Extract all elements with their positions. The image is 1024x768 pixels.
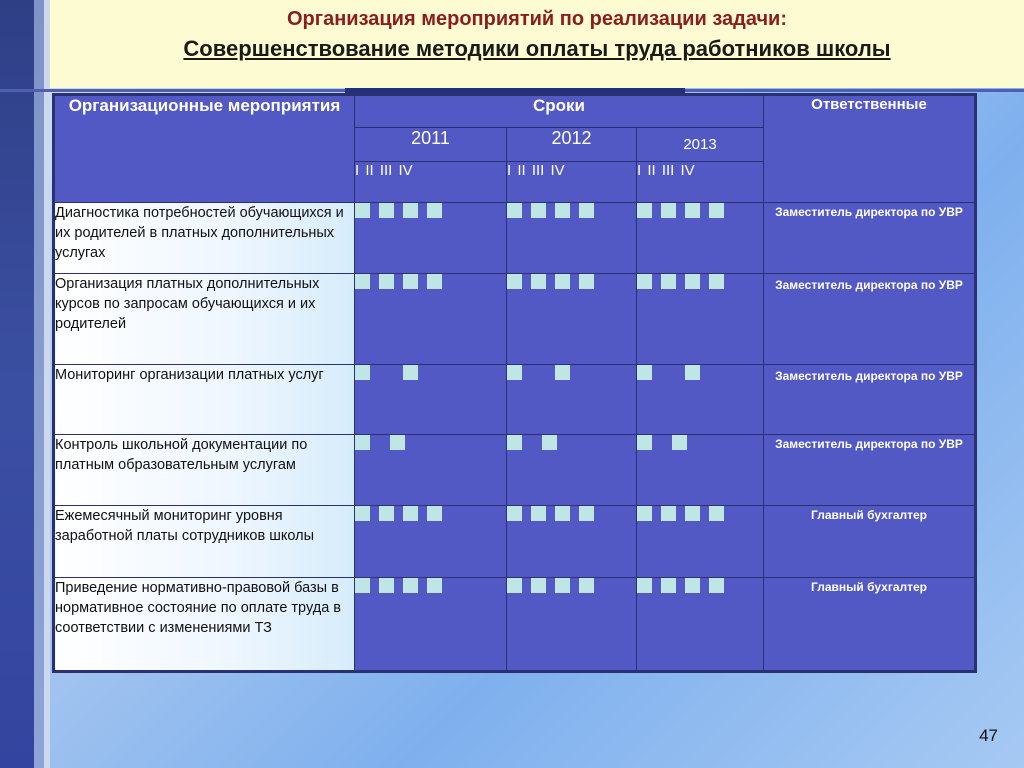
quarter-marker bbox=[355, 203, 370, 218]
quarter-marker bbox=[355, 506, 370, 521]
header-terms: Сроки bbox=[355, 96, 764, 128]
quarter-marker bbox=[555, 203, 570, 218]
table-row bbox=[55, 365, 975, 435]
quarter-marker bbox=[661, 203, 676, 218]
activity-cell: Приведение нормативно-правовой базы в нормативное состояние по оплате труда в соответствии с изменениями ТЗ bbox=[55, 578, 355, 671]
quarter-marker bbox=[709, 578, 724, 593]
quarter-marker bbox=[507, 578, 522, 593]
quarter-marker bbox=[637, 435, 652, 450]
schedule-2012 bbox=[507, 578, 637, 671]
schedule-2013 bbox=[637, 365, 764, 435]
responsible-cell: Главный бухгалтер bbox=[764, 578, 975, 671]
slide-title: Организация мероприятий по реализации задачи: bbox=[286, 8, 788, 30]
schedule-2013 bbox=[637, 203, 764, 274]
quarter-marker bbox=[709, 274, 724, 289]
quarter-marker bbox=[507, 365, 522, 380]
schedule-2012 bbox=[507, 203, 637, 274]
responsible-cell: Заместитель директора по УВР bbox=[764, 274, 975, 365]
schedule-2012 bbox=[507, 435, 637, 506]
quarter-marker bbox=[685, 203, 700, 218]
quarter-marker bbox=[390, 435, 405, 450]
quarter-marker bbox=[355, 274, 370, 289]
quarter-marker bbox=[685, 274, 700, 289]
quarter-marker bbox=[355, 365, 370, 380]
quarter-marker bbox=[709, 203, 724, 218]
left-decor-bar bbox=[0, 0, 34, 768]
table-row bbox=[55, 274, 975, 365]
quarter-marker bbox=[427, 274, 442, 289]
quarter-marker bbox=[507, 506, 522, 521]
quarter-marker bbox=[709, 506, 724, 521]
quarter-marker bbox=[579, 203, 594, 218]
quarter-marker bbox=[427, 506, 442, 521]
quarter-marker bbox=[579, 578, 594, 593]
quarter-marker bbox=[637, 506, 652, 521]
quarter-marker bbox=[661, 274, 676, 289]
quarter-marker bbox=[579, 506, 594, 521]
schedule-2013 bbox=[637, 578, 764, 671]
schedule-2011 bbox=[355, 506, 507, 578]
quarter-marker bbox=[507, 203, 522, 218]
page-number: 47 bbox=[979, 726, 998, 745]
header-responsible: Ответственные bbox=[764, 96, 975, 203]
quarter-marker bbox=[685, 506, 700, 521]
header-activities: Организационные мероприятия bbox=[55, 96, 355, 203]
responsible-cell: Главный бухгалтер bbox=[764, 506, 975, 578]
table-row bbox=[55, 203, 975, 274]
schedule-2013 bbox=[637, 506, 764, 578]
quarter-marker bbox=[531, 578, 546, 593]
header-year-2011: 2011 bbox=[355, 128, 507, 162]
quarter-marker bbox=[685, 578, 700, 593]
schedule-2011 bbox=[355, 435, 507, 506]
quarter-marker bbox=[542, 435, 557, 450]
schedule-2012 bbox=[507, 506, 637, 578]
responsible-cell: Заместитель директора по УВР bbox=[764, 365, 975, 435]
title-divider-accent bbox=[345, 88, 685, 94]
quarter-marker bbox=[555, 274, 570, 289]
plan-table bbox=[54, 95, 975, 671]
header-year-2013: 2013 bbox=[637, 128, 764, 162]
activity-cell: Диагностика потребностей обучающихся и их родителей в платных дополнительных услугах bbox=[55, 203, 355, 274]
left-decor-bar-mid bbox=[34, 0, 44, 768]
quarter-marker bbox=[507, 435, 522, 450]
header-year-2012: 2012 bbox=[507, 128, 637, 162]
schedule-2011 bbox=[355, 365, 507, 435]
schedule-2013 bbox=[637, 274, 764, 365]
quarter-marker bbox=[403, 203, 418, 218]
left-decor-bar-light bbox=[44, 0, 50, 768]
quarter-marker bbox=[637, 365, 652, 380]
quarter-marker bbox=[555, 365, 570, 380]
header-quarters-2012: I II III IV bbox=[507, 162, 637, 203]
quarter-marker bbox=[379, 578, 394, 593]
quarter-marker bbox=[685, 365, 700, 380]
schedule-2011 bbox=[355, 203, 507, 274]
quarter-marker bbox=[427, 578, 442, 593]
quarter-marker bbox=[637, 203, 652, 218]
schedule-2012 bbox=[507, 274, 637, 365]
quarter-marker bbox=[403, 578, 418, 593]
quarter-marker bbox=[531, 274, 546, 289]
quarter-marker bbox=[355, 578, 370, 593]
table-row bbox=[55, 506, 975, 578]
slide-subtitle: Совершенствование методики оплаты труда работников школы bbox=[183, 36, 891, 61]
schedule-2012 bbox=[507, 365, 637, 435]
quarter-marker bbox=[379, 274, 394, 289]
quarter-marker bbox=[555, 506, 570, 521]
quarter-marker bbox=[579, 274, 594, 289]
schedule-2011 bbox=[355, 274, 507, 365]
quarter-marker bbox=[672, 435, 687, 450]
header-quarters-2011: I II III IV bbox=[355, 162, 507, 203]
quarter-marker bbox=[379, 203, 394, 218]
quarter-marker bbox=[355, 435, 370, 450]
schedule-2011 bbox=[355, 578, 507, 671]
quarter-marker bbox=[403, 274, 418, 289]
quarter-marker bbox=[531, 203, 546, 218]
quarter-marker bbox=[403, 506, 418, 521]
quarter-marker bbox=[637, 274, 652, 289]
header-quarters-2013: I II III IV bbox=[637, 162, 764, 203]
responsible-cell: Заместитель директора по УВР bbox=[764, 435, 975, 506]
activity-cell: Мониторинг организации платных услуг bbox=[55, 365, 355, 435]
schedule-2013 bbox=[637, 435, 764, 506]
quarter-marker bbox=[379, 506, 394, 521]
responsible-cell: Заместитель директора по УВР bbox=[764, 203, 975, 274]
activity-cell: Организация платных дополнительных курсов по запросам обучающихся и их родителей bbox=[55, 274, 355, 365]
quarter-marker bbox=[427, 203, 442, 218]
quarter-marker bbox=[531, 506, 546, 521]
table-row bbox=[55, 578, 975, 671]
activity-cell: Контроль школьной документации по платным образовательным услугам bbox=[55, 435, 355, 506]
quarter-marker bbox=[507, 274, 522, 289]
table-row bbox=[55, 435, 975, 506]
quarter-marker bbox=[555, 578, 570, 593]
quarter-marker bbox=[661, 506, 676, 521]
quarter-marker bbox=[637, 578, 652, 593]
quarter-marker bbox=[661, 578, 676, 593]
activity-cell: Ежемесячный мониторинг уровня заработной платы сотрудников школы bbox=[55, 506, 355, 578]
quarter-marker bbox=[403, 365, 418, 380]
